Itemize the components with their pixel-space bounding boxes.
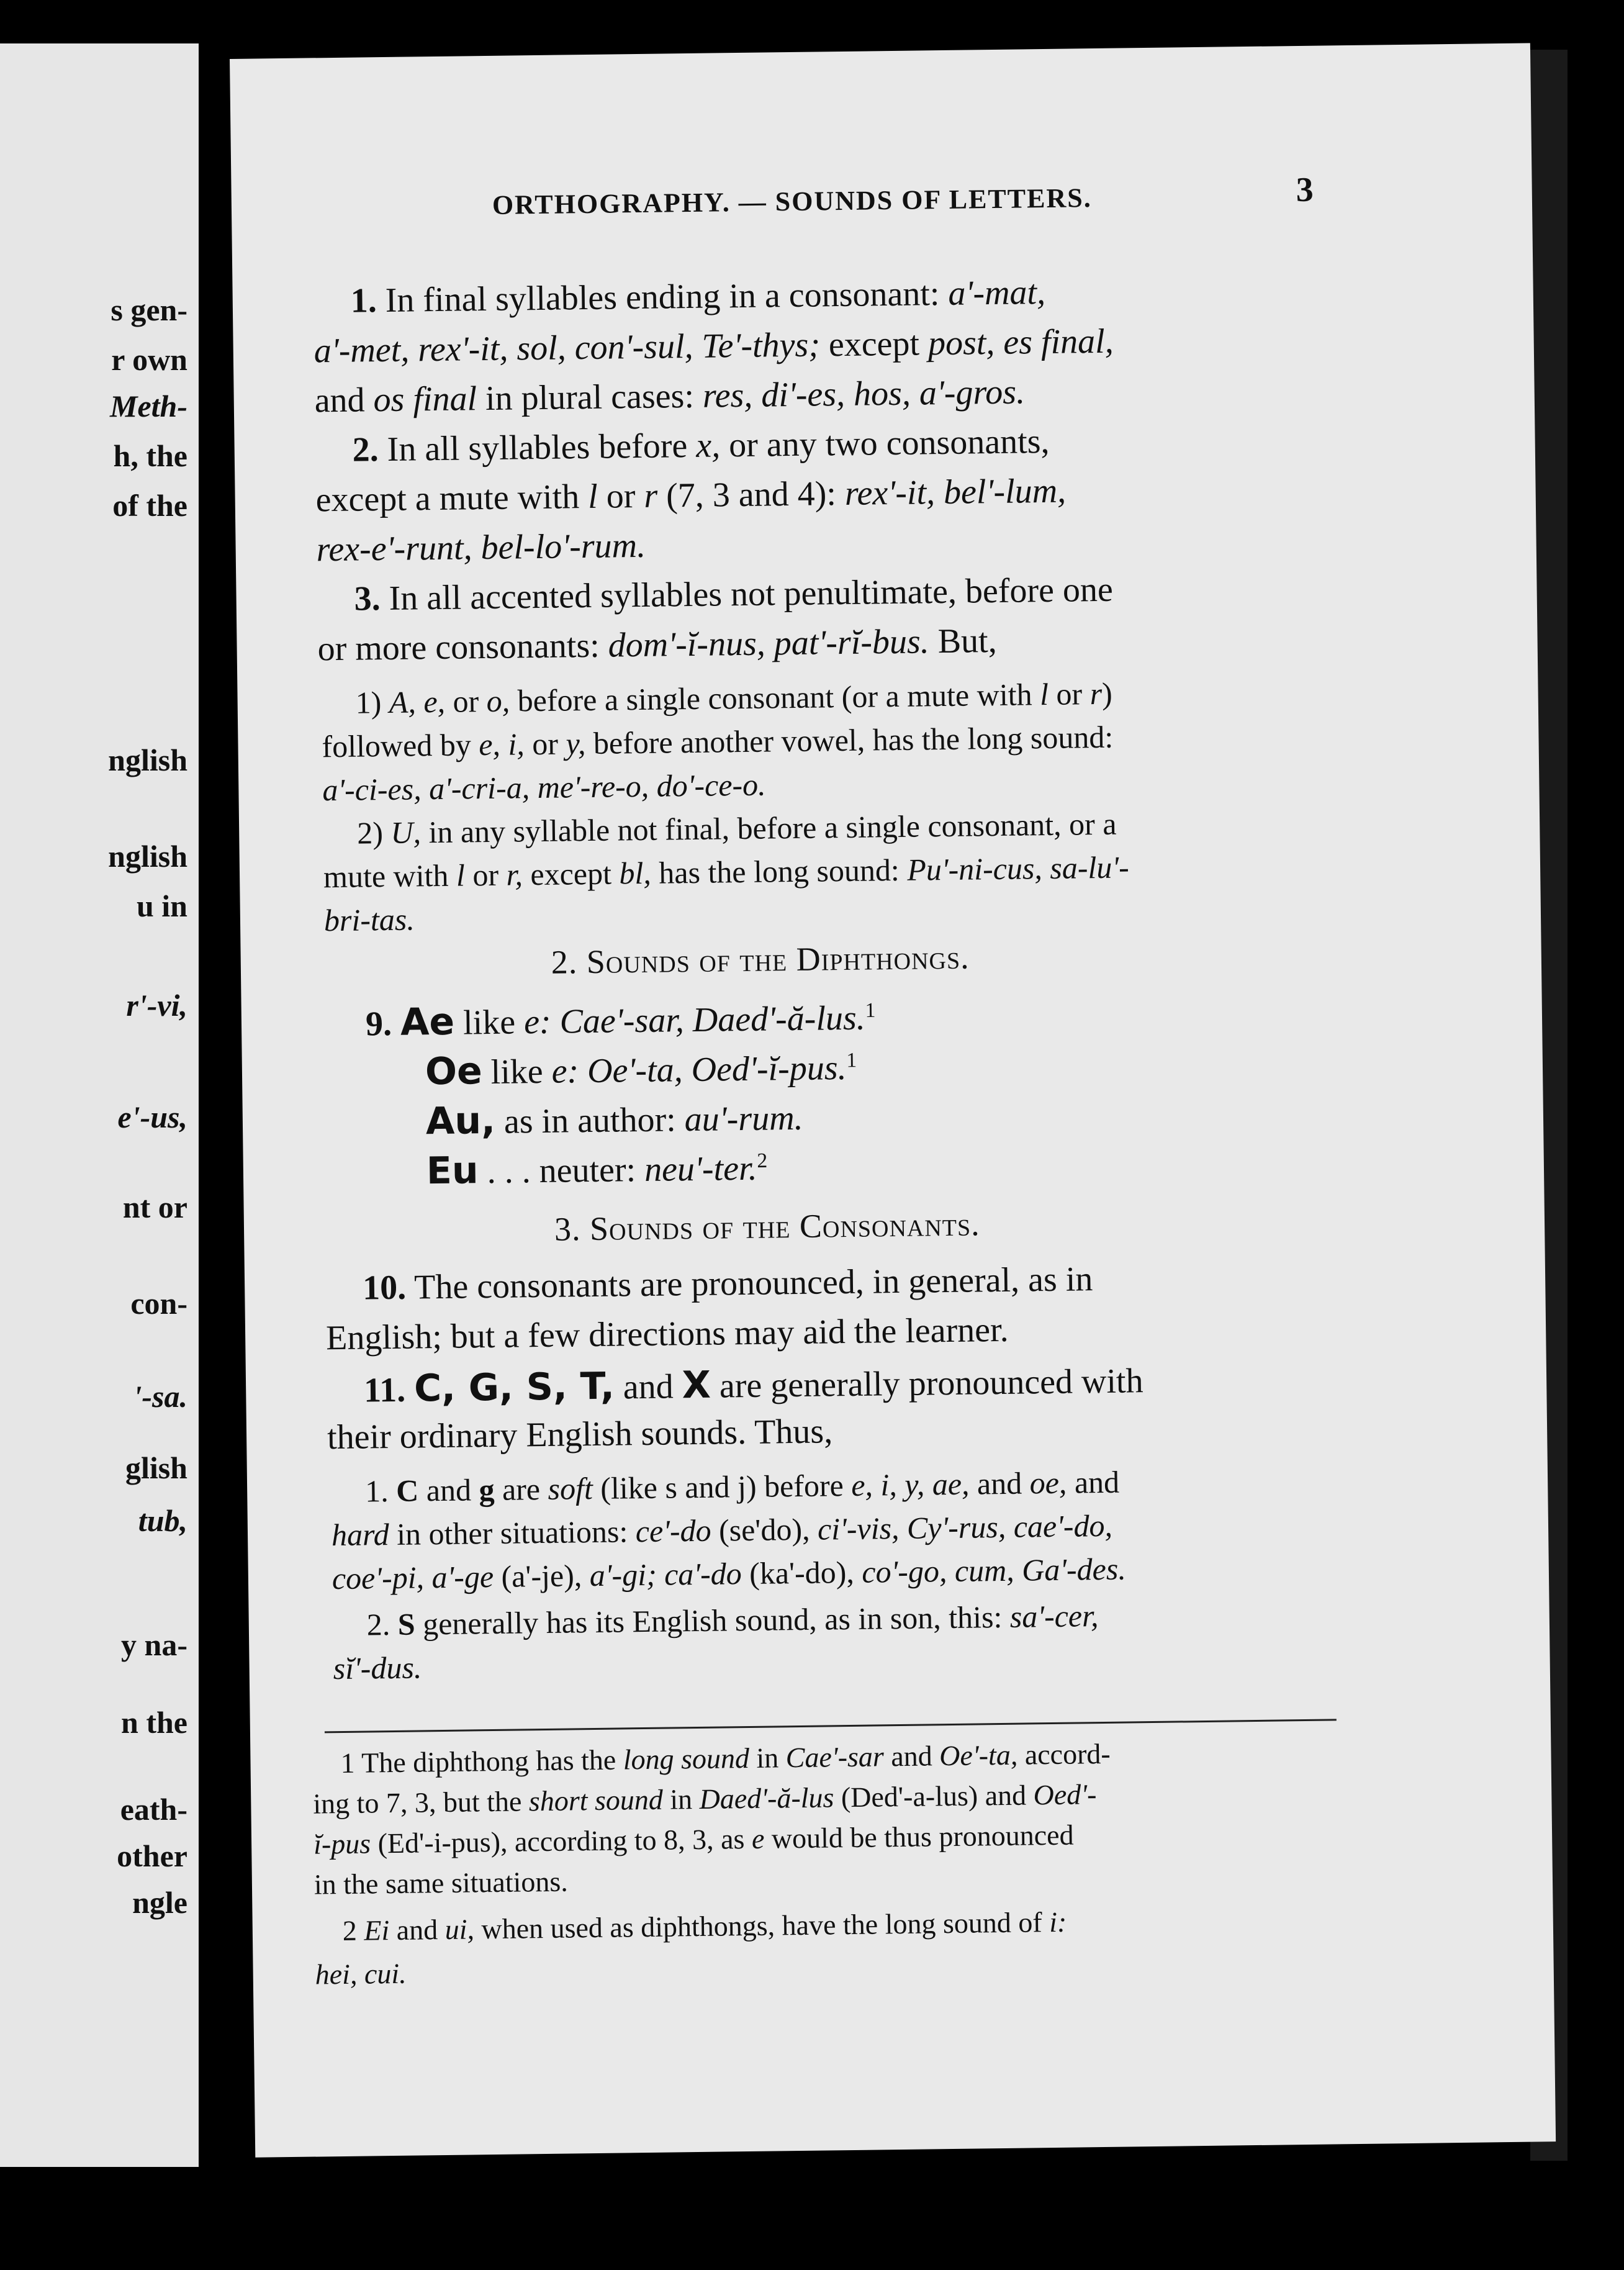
running-head: ORTHOGRAPHY. — SOUNDS OF LETTERS. xyxy=(492,183,1092,220)
book-gutter xyxy=(199,0,230,2270)
section-heading-consonants: 3. Sounds of the Consonants. xyxy=(554,1205,980,1248)
text-line: in the same situations. xyxy=(314,1865,569,1901)
section-heading-diphthongs: 2. Sounds of the Diphthongs. xyxy=(551,938,970,981)
text-line: followed by e, i, or y, before another vowel, has the long sound: xyxy=(322,719,1114,764)
text-line: and os final in plural cases: res, di'-es, hos, a'-gros. xyxy=(314,373,1026,420)
previous-page-fragment: '-sa. xyxy=(133,1379,187,1414)
text-line: hard in other situations: ce'-do (se'do), ci'-vis, Cy'-rus, cae'-do, xyxy=(331,1508,1113,1553)
rule-11-2: 2. S generally has its English sound, as in son, this: sa'-cer, xyxy=(366,1598,1099,1642)
rule-8-1: 1. In final syllables ending in a consonant: a'-mat, xyxy=(350,273,1046,320)
text-line: a'-ci-es, a'-cri-a, me'-re-o, do'-ce-o. xyxy=(322,767,766,808)
footnote-rule xyxy=(325,1719,1337,1733)
rule-9-eu: Eu . . . neuter: neu'-ter.$^2$ xyxy=(426,1149,768,1193)
rule-9-oe: Oe like e: Oe'-ta, Oed'-ĭ-pus.$^1$ xyxy=(425,1048,857,1094)
text-line: sĭ'-dus. xyxy=(333,1650,422,1686)
text-line: rex-e'-runt, bel-lo'-rum. xyxy=(316,526,646,569)
previous-page-fragment: s gen- xyxy=(111,292,187,327)
previous-page-fragment: other xyxy=(117,1838,187,1873)
previous-page-fragment: y na- xyxy=(121,1627,187,1662)
footnote-1: 1 The diphthong has the long sound in Cae'-sar and Oe'-ta, accord- xyxy=(340,1737,1111,1779)
previous-page-fragment: nglish xyxy=(108,839,187,874)
page-number: 3 xyxy=(1296,170,1314,210)
text-line: or more consonants: dom'-ĭ-nus, pat'-rĭ-bus. But, xyxy=(317,621,998,669)
previous-page-fragment: h, the xyxy=(113,438,187,473)
previous-page-fragment: u in xyxy=(136,889,187,923)
previous-page-fragment: of the xyxy=(112,488,187,523)
previous-page-fragment: e'-us, xyxy=(117,1100,187,1134)
previous-page-fragment: eath- xyxy=(120,1792,187,1827)
rule-8-3: 3. In all accented syllables not penultimate, before one xyxy=(354,570,1114,618)
text-line: bri-tas. xyxy=(323,902,415,938)
text-line: English; but a few directions may aid the learner. xyxy=(325,1310,1009,1358)
text-line: ĭ-pus (Ed'-i-pus), according to 8, 3, as e would be thus pronounced xyxy=(313,1819,1074,1860)
text-line: coe'-pi, a'-ge (a'-je), a'-gi; ca'-do (ka'-do), co'-go, cum, Ga'-des. xyxy=(332,1551,1127,1596)
previous-page-edge xyxy=(0,43,199,2167)
exception-1: 1) A, e, or o, before a single consonant (or a mute with l or r) xyxy=(355,676,1113,720)
previous-page-fragment: n the xyxy=(121,1705,187,1740)
previous-page-fragment: tub, xyxy=(138,1503,187,1538)
rule-8-2: 2. In all syllables before x, or any two consonants, xyxy=(352,422,1050,469)
text-line: except a mute with l or r (7, 3 and 4): rex'-it, bel'-lum, xyxy=(315,471,1067,520)
text-line: hei, cui. xyxy=(315,1957,407,1991)
previous-page-fragment: ngle xyxy=(132,1885,187,1920)
rule-9-au: Au, as in author: au'-rum. xyxy=(425,1098,803,1144)
previous-page-fragment: r own xyxy=(111,342,187,377)
book-page xyxy=(230,43,1556,2157)
rule-11: 11. C, G, S, T, and X are generally pronounced with xyxy=(363,1362,1144,1411)
text-line: a'-met, rex'-it, sol, con'-sul, Te'-thys; except post, es final, xyxy=(314,322,1114,371)
rule-11-1: 1. C and g are soft (like s and j) before e, i, y, ae, and oe, and xyxy=(364,1464,1120,1509)
previous-page-fragment: glish xyxy=(125,1450,187,1485)
rule-10: 10. The consonants are pronounced, in general, as in xyxy=(362,1260,1093,1308)
previous-page-fragment: nglish xyxy=(108,743,187,777)
text-line: their ordinary English sounds. Thus, xyxy=(327,1412,833,1457)
exception-2: 2) U, in any syllable not final, before a single consonant, or a xyxy=(356,806,1117,851)
previous-page-fragment: con- xyxy=(130,1286,187,1321)
previous-page-fragment: r'-vi, xyxy=(126,988,187,1023)
previous-page-fragment: Meth- xyxy=(110,389,187,423)
text-line: ing to 7, 3, but the short sound in Daed'-ă-lus (Ded'-a-lus) and Oed'- xyxy=(313,1778,1097,1820)
text-line: mute with l or r, except bl, has the long sound: Pu'-ni-cus, sa-lu'- xyxy=(323,849,1129,895)
footnote-2: 2 Ei and ui, when used as diphthongs, have the long sound of i: xyxy=(342,1906,1067,1947)
previous-page-fragment: nt or xyxy=(122,1190,187,1224)
rule-9-ae: 9. Ae like e: Cae'-sar, Daed'-ă-lus.$^1$ xyxy=(365,998,876,1044)
